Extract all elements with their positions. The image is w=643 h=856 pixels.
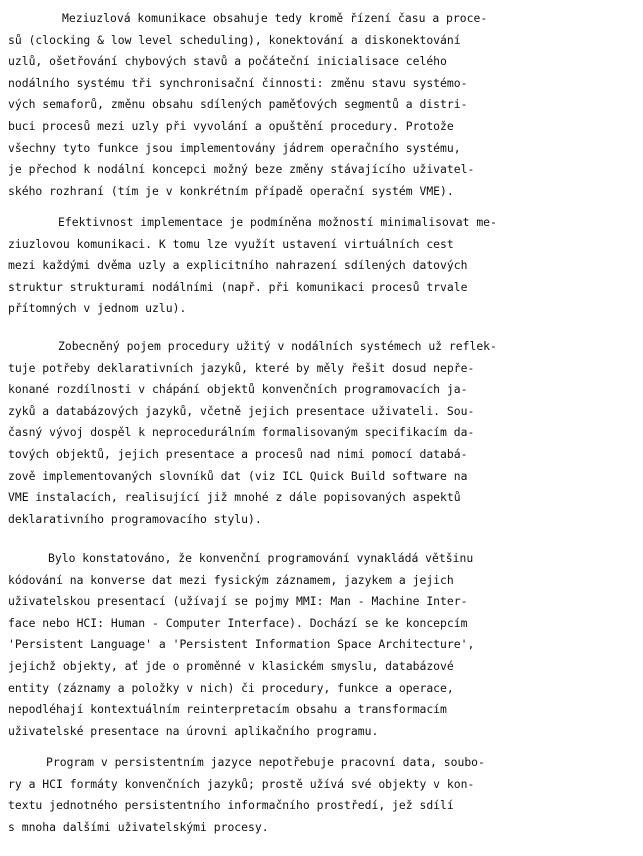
paragraph-2 [2,212,641,320]
text-line: Efektivnost implementace je podmíněna možností minimalisovat me- [58,215,497,229]
text-line: Bylo konstatováno, že konvenční programování vynakládá většinu [48,551,474,565]
text-line: všechny tyto funkce jsou implementovány jádrem operačního systému, [8,140,461,155]
text-line: uživatelské presentace na úrovni aplikačního programu. [8,723,379,738]
text-line: VME instalacích, realisující již mnohé z dále popisovaných aspektů [8,490,461,505]
text-line: sů (clocking & low level scheduling), konektování a diskonektování [8,32,461,47]
text-line: tových objektů, jejich presentace a procesů nad nimi pomocí databá- [8,446,468,461]
text-line: Program v persistentním jazyce nepotřebuje pracovní data, soubo- [46,755,485,769]
text-line: jejichž objekty, ať jde o proměnné v klasickém smyslu, databázové [8,658,454,673]
text-line: časný vývoj dospěl k neprocedurálním formalisovaným specifikacím da- [8,425,475,440]
text-line: 'Persistent Language' a 'Persistent Information Space Architecture', [8,637,475,652]
text-line: ry a HCI formáty konvenčních jazyků; prostě užívá své objekty v kon- [8,776,475,791]
text-line: zyků a databázových jazyků, včetně jejich presentace uživateli. Sou- [8,403,475,418]
text-line: Meziuzlová komunikace obsahuje tedy kromě řízení času a proce- [62,11,488,25]
text-line: konané rozdílnosti v chápání objektů konvenčních programovacích ja- [8,382,468,397]
text-line: kódování na konverse dat mezi fysickým záznamem, jazykem a jejich [8,572,454,587]
text-line: nodálního systému tři synchronisační činnosti: změnu stavu systémo- [8,75,468,90]
text-line: uživatelskou presentací (užívají se pojmy MMI: Man - Machine Inter- [8,594,468,609]
paragraph-4 [2,548,641,742]
text-line: mezi každými dvěma uzly a explicitního nahrazení sdílených datových [8,258,468,273]
text-line: ziuzlovou komunikaci. K tomu lze využít ustavení virtuálních cest [8,236,454,251]
text-line: zově implementovaných slovníků dat (viz ICL Quick Build software na [8,468,468,483]
paragraph-1 [2,8,641,202]
text-line: uzlů, ošetřování chybových stavů a počáteční inicialisace celého [8,54,447,69]
text-line: entity (záznamy a položky v nich) či procedury, funkce a operace, [8,680,454,695]
text-line: s mnoha dalšími uživatelskými procesy. [8,819,269,834]
text-line: Zobecněný pojem procedury užitý v nodálních systémech už reflek- [58,339,497,353]
text-line: buci procesů mezi uzly při vyvolání a opuštění procedury. Protože [8,118,454,133]
text-line: je přechod k nodální koncepci možný beze změny stávajícího uživatel- [8,162,475,177]
text-line: struktur strukturami nodálními (např. při komunikaci procesů trvale [8,279,468,294]
text-line: deklarativního programovacího stylu). [8,511,262,526]
paragraph-3 [2,336,641,530]
text-line: nepodléhají kontextuálním reinterpretacím obsahu a transformacím [8,702,447,717]
text-line: ského rozhraní (tím je v konkrétním případě operační systém VME). [8,183,454,198]
text-line: textu jednotného persistentního informačního prostředí, jež sdílí [8,798,454,813]
text-line: tuje potřeby deklarativních jazyků, které by měly řešit dosud nepře- [8,360,475,375]
paragraph-5 [2,752,641,838]
text-line: vých semaforů, změnu obsahu sdílených paměťových segmentů a distri- [8,97,468,112]
text-line: přítomných v jednom uzlu). [8,301,187,316]
text-line: face nebo HCI: Human - Computer Interface). Dochází se ke koncepcím [8,615,468,630]
